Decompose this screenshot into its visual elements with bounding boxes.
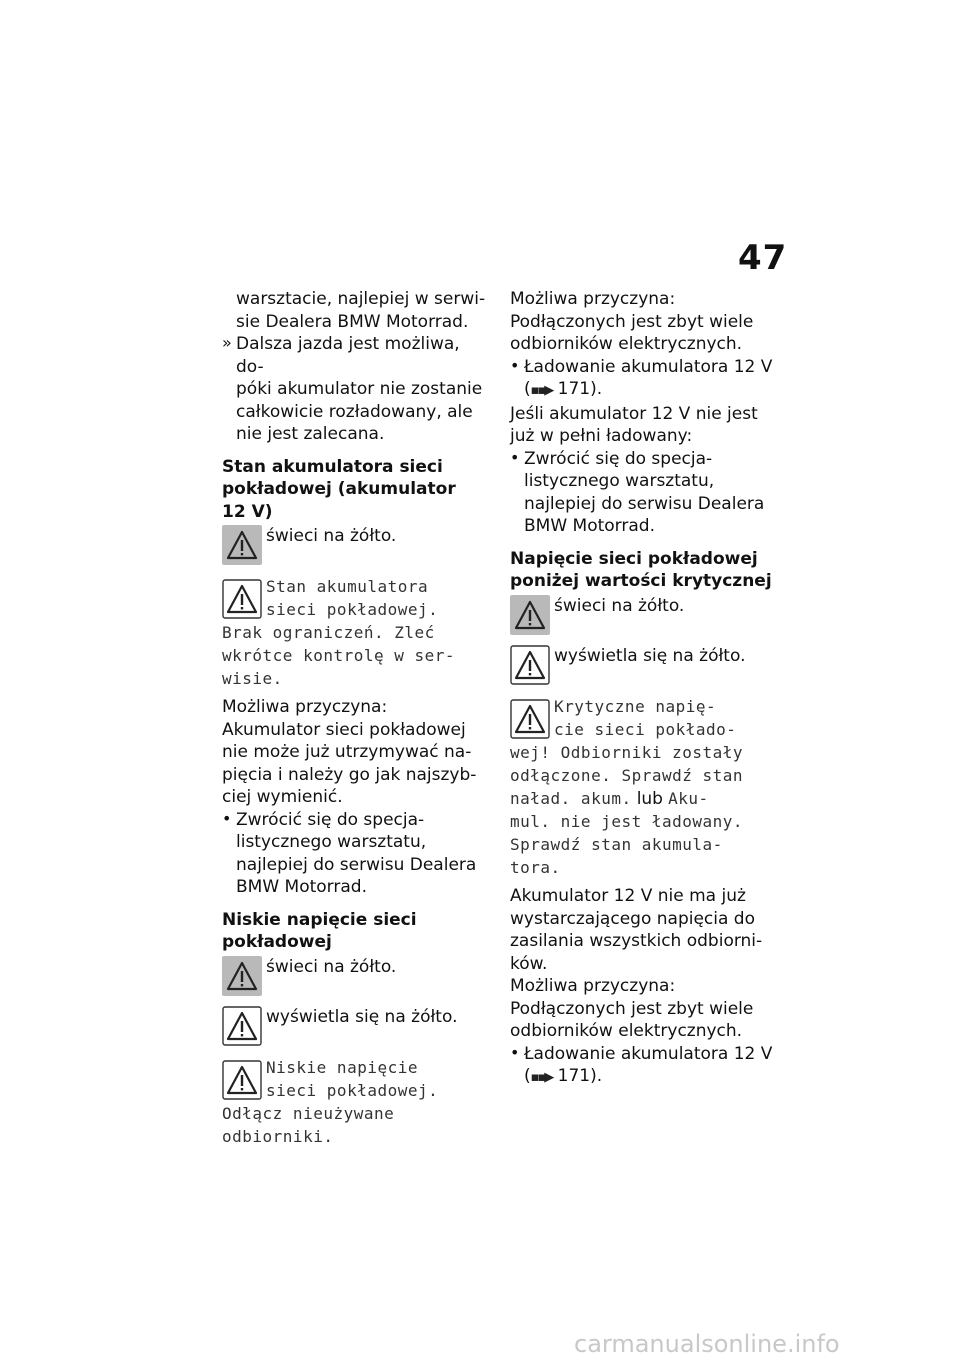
warning-filled-icon bbox=[510, 595, 550, 635]
bullet-item bbox=[510, 1043, 775, 1090]
warning-outline-icon bbox=[222, 1006, 262, 1046]
text-line: Możliwa przyczyna: bbox=[510, 976, 676, 996]
instruction-item bbox=[222, 333, 492, 446]
text-line: całkowicie rozładowany, ale bbox=[236, 401, 473, 422]
message-line: Brak ograniczeń. Zleć bbox=[222, 623, 435, 642]
text-line: nie jest zalecana. bbox=[236, 424, 385, 444]
warning-outline-icon bbox=[222, 579, 262, 619]
display-message bbox=[222, 575, 492, 690]
right-column bbox=[510, 288, 775, 1090]
text-line: Akumulator sieci pokładowej bbox=[222, 719, 466, 740]
message-line: wisie. bbox=[222, 669, 283, 688]
display-message bbox=[510, 695, 775, 880]
text-line: • Ładowanie akumulatora 12 V bbox=[524, 1043, 773, 1064]
message-fragment: Aku- bbox=[668, 788, 709, 808]
indicator-row bbox=[222, 525, 492, 567]
text-line: sie Dealera BMW Motorrad. bbox=[236, 311, 469, 332]
message-line: cie sieci pokłado- bbox=[554, 719, 737, 739]
left-column bbox=[222, 288, 492, 1148]
indicator-text: wyświetla się na żółto. bbox=[554, 645, 746, 666]
message-line: odłączone. Sprawdź stan bbox=[510, 765, 744, 785]
heading-line: pokładowej (akumulator bbox=[222, 479, 456, 499]
message-line: Odłącz nieużywane bbox=[222, 1103, 395, 1123]
message-fragment: naład. akum. bbox=[510, 788, 632, 808]
message-line: Niskie napięcie bbox=[266, 1057, 418, 1077]
message-line bbox=[510, 787, 775, 811]
warning-outline-icon bbox=[222, 1060, 262, 1100]
heading-line: pokładowej bbox=[222, 932, 332, 952]
heading-line: Niskie napięcie sieci bbox=[222, 909, 417, 930]
text-line: Podłączonych jest zbyt wiele bbox=[510, 998, 754, 1019]
text-line: póki akumulator nie zostanie bbox=[236, 379, 483, 399]
indicator-row bbox=[510, 595, 775, 637]
bullet-item bbox=[222, 809, 492, 899]
text-line: odbiorników elektrycznych. bbox=[510, 1021, 743, 1041]
message-line: wkrótce kontrolę w ser- bbox=[222, 646, 456, 665]
text-line: » Dalsza jazda jest możliwa, do- bbox=[236, 334, 460, 377]
heading-line: Stan akumulatora sieci bbox=[222, 456, 443, 477]
message-line: odbiorniki. bbox=[222, 1126, 334, 1146]
message-line: Sprawdź stan akumula- bbox=[510, 835, 723, 854]
text-line: listycznego warsztatu, bbox=[524, 471, 715, 491]
section-heading bbox=[222, 909, 492, 954]
text-line: odbiorników elektrycznych. bbox=[510, 334, 743, 354]
text-line: ków. bbox=[510, 953, 548, 974]
page-reference[interactable]: (▪▪▶ 171). bbox=[524, 379, 603, 399]
text-line: zasilania wszystkich odbiorni- bbox=[510, 931, 763, 951]
heading-line: 12 V) bbox=[222, 501, 273, 522]
warning-outline-icon bbox=[510, 699, 550, 739]
reference-arrow-icon: ▪▪▶ bbox=[530, 1070, 553, 1085]
text-line: pięcia i należy go jak najszyb- bbox=[222, 764, 477, 785]
text-line: • Ładowanie akumulatora 12 V bbox=[524, 356, 773, 377]
message-line: tora. bbox=[510, 858, 561, 877]
text-line: wystarczającego napięcia do bbox=[510, 908, 755, 929]
indicator-row bbox=[510, 645, 775, 687]
message-line: sieci pokładowej. bbox=[266, 1080, 439, 1100]
reference-arrow-icon: ▪▪▶ bbox=[530, 383, 553, 398]
heading-line: poniżej wartości krytycznej bbox=[510, 571, 772, 591]
text-line: Możliwa przyczyna: bbox=[510, 289, 676, 309]
page-number: 47 bbox=[738, 238, 788, 278]
conjunction-text: lub bbox=[636, 788, 663, 809]
reference-page: 171 bbox=[557, 1066, 591, 1086]
indicator-text: świeci na żółto. bbox=[266, 956, 397, 977]
indicator-text: wyświetla się na żółto. bbox=[266, 1006, 458, 1027]
text-line: nie może już utrzymywać na- bbox=[222, 742, 472, 762]
text-line: • Zwrócić się do specja- bbox=[524, 448, 713, 469]
bullet-item bbox=[510, 448, 775, 538]
warning-filled-icon bbox=[222, 956, 262, 996]
reference-page: 171 bbox=[557, 379, 591, 399]
watermark: carmanualsonline.info bbox=[574, 1330, 840, 1358]
message-line: sieci pokładowej. bbox=[266, 600, 439, 619]
indicator-text: świeci na żółto. bbox=[266, 526, 397, 546]
text-line: • Zwrócić się do specja- bbox=[236, 809, 425, 830]
bullet-item bbox=[510, 356, 775, 403]
text-line: najlepiej do serwisu Dealera bbox=[524, 493, 765, 514]
text-line: ciej wymienić. bbox=[222, 787, 343, 807]
text-line: Podłączonych jest zbyt wiele bbox=[510, 311, 754, 332]
section-heading bbox=[510, 548, 775, 593]
indicator-text: świeci na żółto. bbox=[554, 595, 685, 616]
text-line: BMW Motorrad. bbox=[236, 877, 367, 897]
text-line: BMW Motorrad. bbox=[524, 516, 655, 536]
text-line: listycznego warsztatu, bbox=[236, 832, 427, 852]
text-line: Jeśli akumulator 12 V nie jest bbox=[510, 403, 758, 424]
message-line: mul. nie jest ładowany. bbox=[510, 812, 744, 831]
indicator-row bbox=[222, 1006, 492, 1048]
text-line: Akumulator 12 V nie ma już bbox=[510, 886, 746, 906]
text-line: Możliwa przyczyna: bbox=[222, 697, 388, 717]
page-reference[interactable]: (▪▪▶ 171). bbox=[524, 1066, 603, 1086]
message-line: Krytyczne napię- bbox=[554, 696, 717, 716]
warning-outline-icon bbox=[510, 645, 550, 685]
display-message bbox=[222, 1056, 492, 1148]
indicator-row bbox=[222, 956, 492, 998]
text-line: już w pełni ładowany: bbox=[510, 426, 693, 446]
heading-line: Napięcie sieci pokładowej bbox=[510, 548, 758, 569]
text-line: najlepiej do serwisu Dealera bbox=[236, 854, 477, 875]
text-line: warsztacie, najlepiej w serwi- bbox=[236, 289, 486, 309]
warning-filled-icon bbox=[222, 525, 262, 565]
section-heading bbox=[222, 456, 492, 524]
message-line: wej! Odbiorniki zostały bbox=[510, 742, 744, 762]
message-line: Stan akumulatora bbox=[266, 577, 429, 596]
